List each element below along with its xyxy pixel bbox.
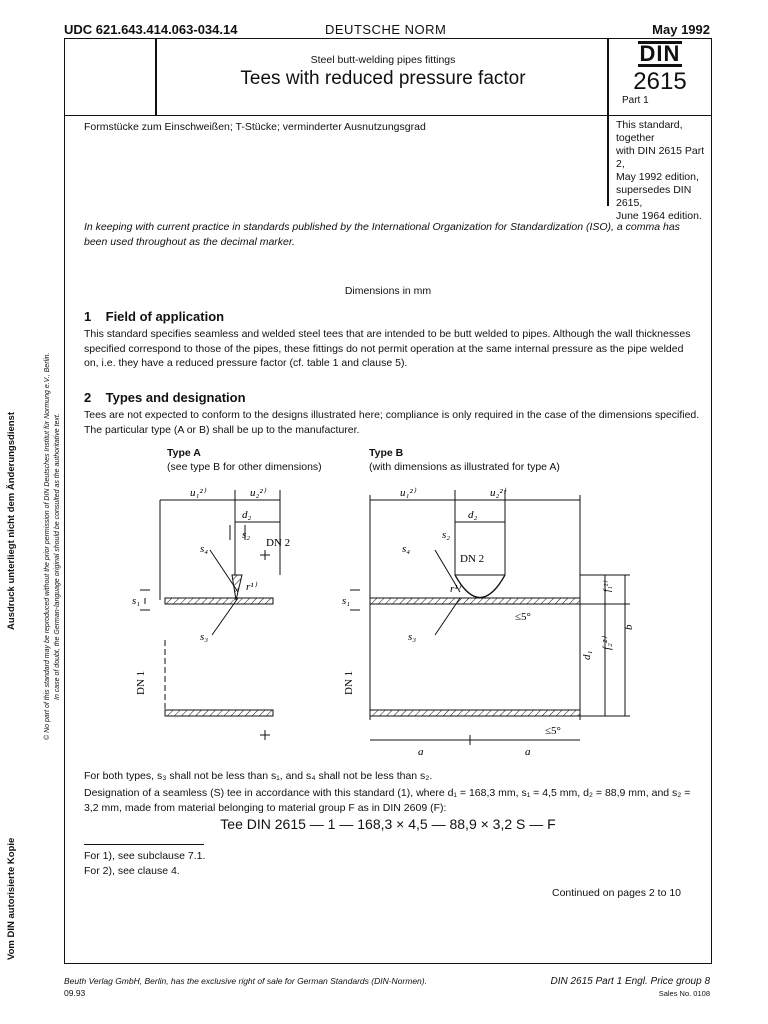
label-b: b [623,624,635,630]
document-reference: DIN 2615 Part 1 Engl. Price group 8 [550,976,710,987]
sales-number: Sales No. 0108 [658,989,710,998]
footnote-1: For 1), see subclause 7.1. [84,850,206,862]
type-b-drawing [350,490,630,745]
label-d1: d₁ [581,650,593,660]
label-f2: f₂²⁾ [601,637,613,650]
type-b-caption: Type B (with dimensions as illustrated for type A) [369,447,560,473]
label-dn2-b: DN 2 [460,553,485,565]
type-a-caption: Type A (see type B for other dimensions) [167,447,322,473]
label-s1-b: s₁ [342,595,351,607]
label-f1: f₁²⁾ [602,581,612,592]
section1-heading: 1 Field of application [84,309,225,324]
label-r1-a: r¹⁾ [246,581,257,593]
label-a-right: a [525,746,531,758]
footnote-2: For 2), see clause 4. [84,865,180,877]
din-logo: DIN [639,41,681,66]
label-u2-b: u₂²⁾ [490,487,506,499]
issue-code: 09.93 [64,988,86,998]
label-s2-a: s₂ [242,529,251,541]
label-s2-b: s₂ [442,529,451,541]
dimensions-note: Dimensions in mm [344,285,432,297]
label-d2-a: d₂ [242,509,252,521]
label-s4-b: s₄ [402,543,411,555]
designation-example: Designation of a seamless (S) tee in accordance with this standard (1), where d₁ = 168,3 mm, s₁ = 4,5 mm, d₂ = 88,9 mm, and s₂ = 3,2 mm, made from material belonging to material group F as in DIN 2609 (F): [84,787,691,814]
label-a-left: a [418,746,424,758]
label-s3-a: s₃ [200,631,209,643]
margin-note-1: Ausdruck unterliegt nicht dem Änderungsdienst [6,412,17,630]
label-r1-b: r¹⁾ [450,583,461,595]
din-part: Part 1 [622,95,649,106]
footnote-rule [84,844,204,845]
decimal-marker-note: In keeping with current practice in standards published by the International Organization for Standardization (ISO), a comma has been used throughout as the decimal marker. [84,221,680,248]
section2-text: Tees are not expected to conform to the designs illustrated here; compliance is only required in the case of the dimensions specified. The particular type (A or B) shall be up to the manufacturer. [84,409,700,436]
label-s4-a: s₄ [200,543,209,555]
din-number: 2615 [633,68,687,95]
label-s1-a: s₁ [132,595,141,607]
document-subtitle: Steel butt-welding pipes fittings [310,54,456,66]
copyright-note-2: In case of doubt, the German-language original should be consulted as the authoritative text. [54,413,61,700]
label-u1-b: u₁²⁾ [400,487,416,499]
label-angle-1: ≤5° [515,611,531,623]
label-s3-b: s₃ [408,631,417,643]
publisher-note: Beuth Verlag GmbH, Berlin, has the exclusive right of sale for German Standards (DIN-Normen). [64,976,427,986]
designation-formula: Tee DIN 2615 — 1 — 168,3 × 4,5 — 88,9 × 3,2 S — F [220,816,556,832]
continued-note: Continued on pages 2 to 10 [552,887,682,899]
label-dn2-a: DN 2 [266,537,291,549]
german-title: Formstücke zum Einschweißen; T-Stücke; verminderter Ausnutzungsgrad [84,121,426,133]
section1-text: This standard specifies seamless and welded steel tees that are intended to be butt welded to pipes. Although the wall thicknesses specified correspond to those of the pipes, these fittings do not permit operation at the same internal pressure as the pipe welded on, i.e. they have a reduced pressure factor (cf. table 1 and clause 5). [84,328,691,369]
margin-note-2: Vom DIN autorisierte Kopie [6,837,17,960]
issue-date: May 1992 [652,22,710,37]
type-a-drawing [140,490,280,740]
udc-code: UDC 621.643.414.063-034.14 [64,22,238,37]
label-dn1-a: DN 1 [135,670,147,695]
tee-drawing [120,480,680,760]
label-u2-a: u₂²⁾ [250,487,266,499]
document-title: Tees with reduced pressure factor [240,68,526,89]
label-d2-b: d₂ [468,509,478,521]
copyright-note-1: © No part of this standard may be reproduced without the prior permission of DIN Deutsches Institut für Normung e.V., Berlin. [44,352,51,740]
norm-label: DEUTSCHE NORM [325,22,447,37]
supersedes-note: This standard, together with DIN 2615 Part 2, May 1992 edition, supersedes DIN 2615, June 1964 edition. [616,119,705,222]
both-types-note: For both types, s₃ shall not be less than s₁, and s₄ shall not be less than s₂. [84,770,433,782]
label-u1-a: u₁²⁾ [190,487,206,499]
section2-heading: 2 Types and designation [84,390,246,405]
label-dn1-b: DN 1 [343,670,355,695]
label-angle-2: ≤5° [545,725,561,737]
